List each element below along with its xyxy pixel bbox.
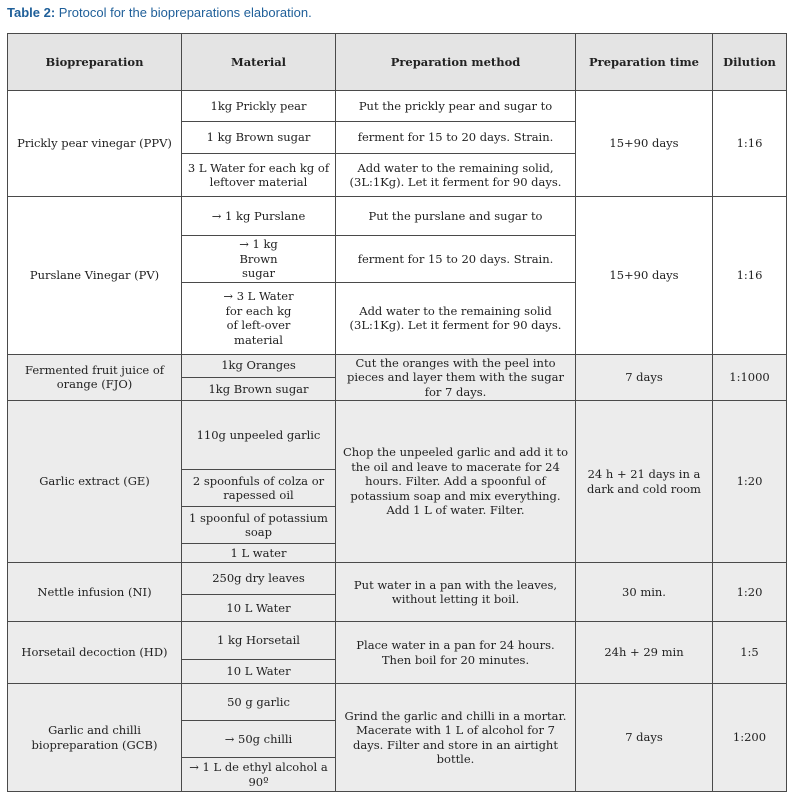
caption-text: Protocol for the biopreparations elaboration. [55, 5, 312, 20]
method-cell: Put the purslane and sugar to [336, 197, 576, 236]
table-row [8, 684, 787, 721]
time-cell: 7 days [576, 684, 713, 792]
table-caption [7, 5, 312, 20]
material-cell: → 50g chilli [182, 721, 336, 758]
method-cell: Place water in a pan for 24 hours. Then boil for 20 minutes. [336, 622, 576, 684]
biopreparation-name: Fermented fruit juice of orange (FJO) [8, 354, 182, 401]
time-cell: 15+90 days [576, 197, 713, 355]
material-cell: 3 L Water for each kg of leftover material [182, 154, 336, 197]
biopreparation-name: Garlic extract (GE) [8, 401, 182, 563]
table-row [8, 563, 787, 595]
time-cell: 7 days [576, 354, 713, 401]
time-cell: 30 min. [576, 563, 713, 622]
dilution-cell: 1:20 [713, 563, 787, 622]
material-cell: 10 L Water [182, 660, 336, 684]
method-cell: ferment for 15 to 20 days. Strain. [336, 236, 576, 283]
header-biopreparation: Biopreparation [8, 34, 182, 91]
method-cell: Put the prickly pear and sugar to [336, 91, 576, 122]
time-cell: 24h + 29 min [576, 622, 713, 684]
material-cell: 1 spoonful of potassium soap [182, 507, 336, 544]
material-cell: 1 L water [182, 544, 336, 563]
biopreparation-name: Prickly pear vinegar (PPV) [8, 91, 182, 197]
material-cell: 1kg Prickly pear [182, 91, 336, 122]
method-cell: ferment for 15 to 20 days. Strain. [336, 122, 576, 154]
material-cell: 110g unpeeled garlic [182, 401, 336, 470]
caption-label: Table 2: [7, 5, 56, 20]
material-cell: 1 kg Brown sugar [182, 122, 336, 154]
material-cell: → 1 kg Purslane [182, 197, 336, 236]
header-preparation-time: Preparation time [576, 34, 713, 91]
method-cell: Grind the garlic and chilli in a mortar. Macerate with 1 L of alcohol for 7 days. Filter and store in an airtight bottle. [336, 684, 576, 792]
table-row [8, 91, 787, 122]
table-row [8, 197, 787, 236]
method-cell: Cut the oranges with the peel into pieces and layer them with the sugar for 7 days. [336, 354, 576, 401]
material-cell: 10 L Water [182, 595, 336, 622]
dilution-cell: 1:200 [713, 684, 787, 792]
time-cell: 24 h + 21 days in a dark and cold room [576, 401, 713, 563]
material-cell: → 3 L Water for each kg of left-over material [182, 282, 336, 354]
dilution-cell: 1:16 [713, 197, 787, 355]
biopreparation-name: Nettle infusion (NI) [8, 563, 182, 622]
dilution-cell: 1:1000 [713, 354, 787, 401]
biopreparation-name: Garlic and chilli biopreparation (GCB) [8, 684, 182, 792]
material-cell: 250g dry leaves [182, 563, 336, 595]
biopreparation-name: Purslane Vinegar (PV) [8, 197, 182, 355]
method-cell: Add water to the remaining solid (3L:1Kg). Let it ferment for 90 days. [336, 282, 576, 354]
dilution-cell: 1:16 [713, 91, 787, 197]
material-cell: 1 kg Horsetail [182, 622, 336, 660]
material-cell: → 1 L de ethyl alcohol a 90º [182, 758, 336, 792]
material-cell: → 1 kg Brown sugar [182, 236, 336, 283]
table-row [8, 401, 787, 470]
material-cell: 50 g garlic [182, 684, 336, 721]
method-cell: Add water to the remaining solid, (3L:1Kg). Let it ferment for 90 days. [336, 154, 576, 197]
dilution-cell: 1:5 [713, 622, 787, 684]
material-cell: 2 spoonfuls of colza or rapessed oil [182, 470, 336, 507]
dilution-cell: 1:20 [713, 401, 787, 563]
material-cell: 1kg Oranges [182, 354, 336, 377]
header-material: Material [182, 34, 336, 91]
table-row [8, 354, 787, 377]
header-dilution: Dilution [713, 34, 787, 91]
header-preparation-method: Preparation method [336, 34, 576, 91]
time-cell: 15+90 days [576, 91, 713, 197]
table-row [8, 622, 787, 660]
method-cell: Put water in a pan with the leaves, without letting it boil. [336, 563, 576, 622]
method-cell: Chop the unpeeled garlic and add it to the oil and leave to macerate for 24 hours. Filter. Add a spoonful of potassium soap and mix everything. Add 1 L of water. Filter. [336, 401, 576, 563]
biopreparation-name: Horsetail decoction (HD) [8, 622, 182, 684]
header-row [8, 34, 787, 91]
material-cell: 1kg Brown sugar [182, 377, 336, 400]
protocol-table [7, 33, 787, 792]
